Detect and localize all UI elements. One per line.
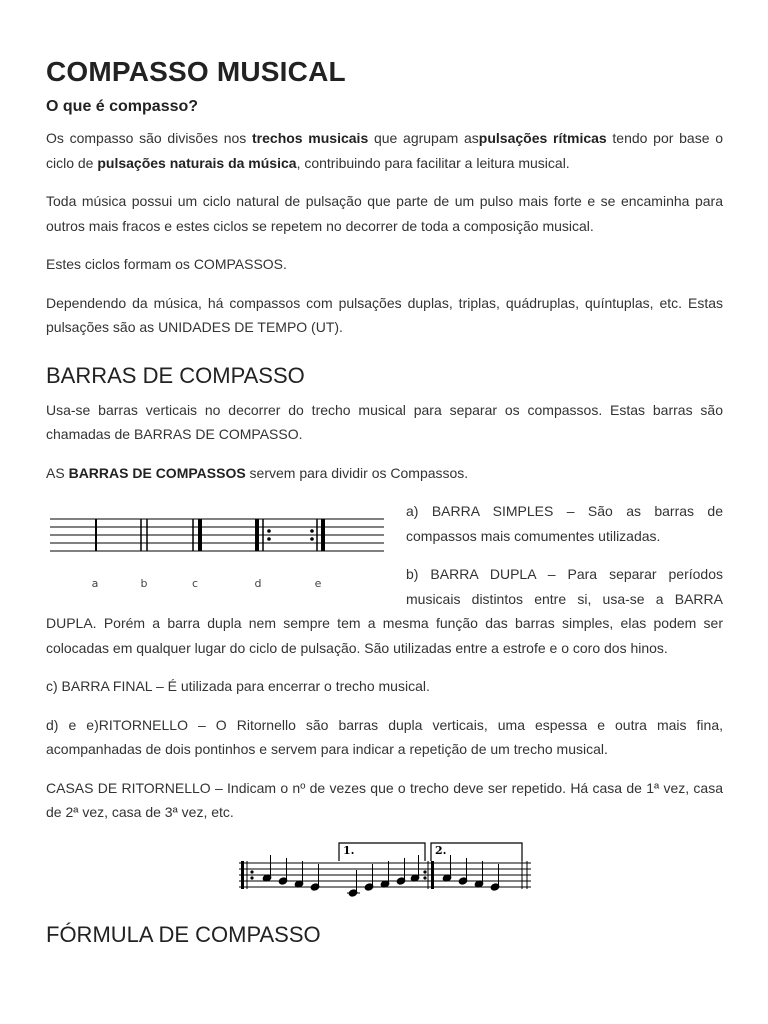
paragraph-casas-ritornello: CASAS DE RITORNELLO – Indicam o nº de vezes que o trecho deve ser repetido. Há casa de 1ª vez, casa de 2ª vez, casa de 3ª vez, etc. (46, 779, 723, 820)
figure-label-c: c (191, 577, 199, 590)
volta-label-2: 2. (434, 843, 446, 857)
paragraph-barra-dupla: b) BARRA DUPLA – Para separar períodos musicais distintos entre si, usa-se a BARRA DUPLA. Porém a barra dupla nem sempre tem a mesma função das barras simples, elas podem ser colocadas em qualquer lugar do ciclo de pulsação. São utilizadas entre a estrofe e o coro dos hinos. (46, 566, 723, 656)
figure-label-b: b (140, 577, 148, 590)
barlines-figure (46, 509, 388, 609)
paragraph-pulsacoes: Dependendo da música, há compassos com pulsações duplas, triplas, quádruplas, quíntuplas, etc. Estas pulsações são as UNIDADES DE TEMPO (UT). (46, 294, 723, 335)
barline-final-thick (198, 519, 202, 551)
ritornello-endings-svg (235, 839, 535, 899)
paragraph-ritornello: d) e e)RITORNELLO – O Ritornello são barras dupla verticais, uma espessa e outra mais fina, acompanhadas de dois pontinhos e servem para indicar a repetição de um trecho musical. (46, 716, 723, 757)
ritornello-end-thick (321, 519, 325, 551)
volta-label-1: 1. (342, 843, 354, 857)
section-heading-formula: FÓRMULA DE COMPASSO (46, 921, 321, 947)
figure-label-e: e (314, 577, 322, 590)
paragraph-barras-intro: Usa-se barras verticais no decorrer do trecho musical para separar os compassos. Estas barras são chamadas de BARRAS DE COMPASSO. (46, 401, 723, 442)
figure-label-a: a (91, 577, 99, 590)
document-content (46, 52, 723, 957)
page-title: COMPASSO MUSICAL (46, 56, 346, 87)
paragraph-compassos: Estes ciclos formam os COMPASSOS. (46, 256, 287, 272)
ritornello-endings-figure (46, 839, 723, 899)
section-heading-barras: BARRAS DE COMPASSO (46, 362, 305, 388)
paragraph-barras-servem: AS BARRAS DE COMPASSOS servem para dividir os Compassos. (46, 464, 469, 481)
paragraph-intro: Os compasso são divisões nos trechos musicais que agrupam aspulsações rítmicas tendo por base o ciclo de pulsações naturais da música, contribuindo para facilitar a leitura musical. (46, 130, 723, 171)
ritornello-start-thick (255, 519, 259, 551)
barlines-staff-svg (46, 509, 388, 601)
paragraph-cycle: Toda música possui um ciclo natural de pulsação que parte de um pulso mais forte e se encaminha para outros mais fracos e estes ciclos se repetem no decorrer de toda a composição musical. (46, 193, 723, 234)
paragraph-barra-simples: a) BARRA SIMPLES – São as barras de compassos mais comumentes utilizadas. (406, 503, 723, 544)
figure-label-d: d (254, 577, 262, 590)
music-notes (262, 855, 500, 897)
volta-brackets (339, 843, 522, 861)
subtitle: O que é compasso? (46, 98, 199, 115)
paragraph-barra-final: c) BARRA FINAL – É utilizada para encerrar o trecho musical. (46, 678, 430, 694)
